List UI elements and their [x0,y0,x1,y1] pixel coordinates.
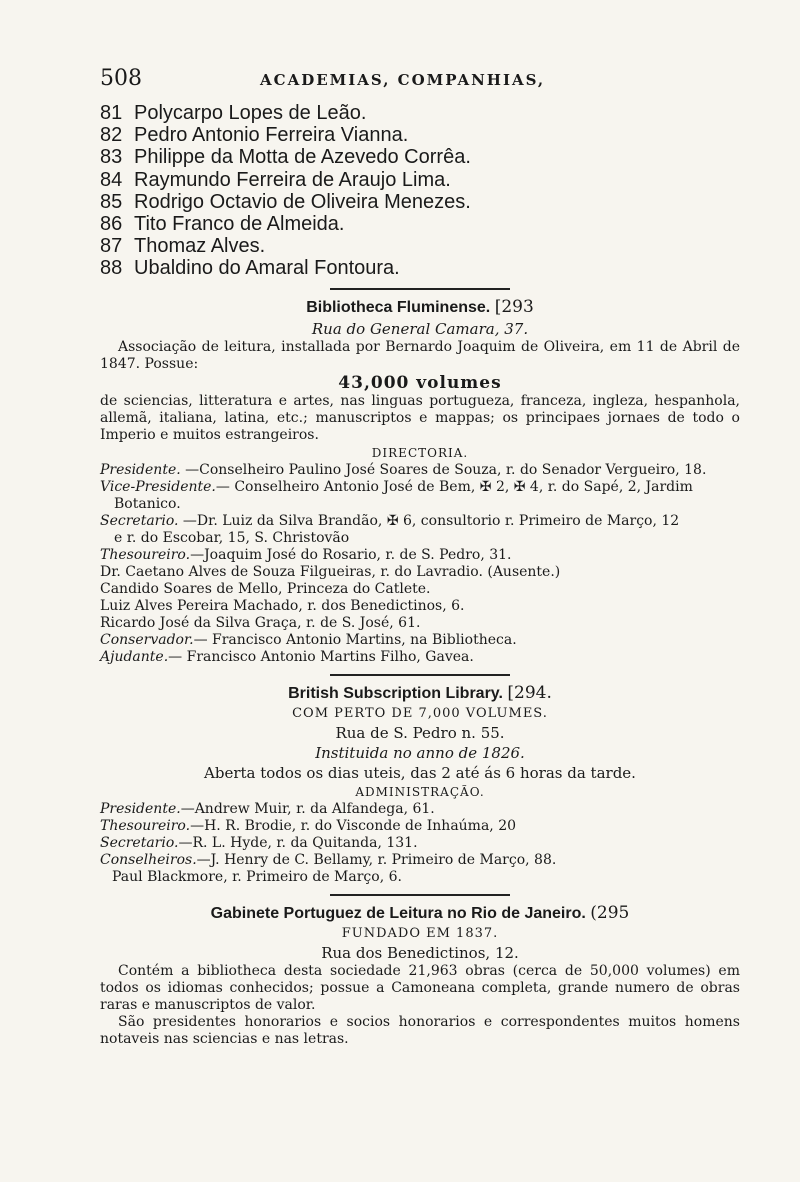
list-item: Ricardo José da Silva Graça, r. de S. José, 61. [100,614,421,631]
section-title: Gabinete Portuguez de Leitura no Rio de Janeiro. (295 [210,902,630,923]
section-intro: Associação de leitura, installada por Bernardo Joaquim de Oliveira, em 11 de Abril de 1847. Possue: [100,338,740,372]
section-divider [330,674,510,676]
page-header [100,66,740,102]
volumes-line: COM PERTO DE 7,000 VOLUMES. [292,705,548,721]
section-divider [330,894,510,896]
list-item: Candido Soares de Mello, Princeza do Catlete. [100,580,431,597]
list-item: 88 Ubaldino do Amaral Fontoura. [100,257,400,280]
list-item: Presidente.—Andrew Muir, r. da Alfandega, 61. [100,800,435,817]
list-item: 81 Polycarpo Lopes de Leão. [100,102,367,124]
founded-line: FUNDADO EM 1837. [341,925,499,941]
list-item: Dr. Caetano Alves de Souza Filgueiras, r. do Lavradio. (Ausente.) [100,563,561,580]
section-gabinete-portuguez [100,902,740,1048]
list-item: Presidente. —Conselheiro Paulino José Soares de Souza, r. do Senador Vergueiro, 18. [100,461,707,478]
section-description: de sciencias, litteratura e artes, nas linguas portugueza, franceza, ingleza, hespanhola, allemã, italiana, latina, etc.; manuscriptos e mappas; os principaes jornaes de todo o Imperio e muitos estrangeiros. [100,392,740,443]
list-item: Vice-Presidente.— Conselheiro Antonio José de Bem, ✠ 2, ✠ 4, r. do Sapé, 2, Jardim Botanico. [100,478,693,512]
list-item: 83 Philippe da Motta de Azevedo Corrêa. [100,146,471,169]
list-item: Conservador.— Francisco Antonio Martins, na Bibliotheca. [100,631,517,648]
list-item: Paul Blackmore, r. Primeiro de Março, 6. [112,868,402,885]
founded-line: Instituida no anno de 1826. [315,743,525,762]
member-list [100,102,740,280]
list-item: 86 Tito Franco de Almeida. [100,213,345,236]
paragraph: São presidentes honorarios e socios honorarios e correspondentes muitos homens notaveis nas sciencias e nas letras. [100,1013,740,1047]
page-number: 508 [100,66,142,91]
section-title: British Subscription Library. [294. [288,682,552,703]
page [100,66,740,1048]
list-item: 84 Raymundo Ferreira de Araujo Lima. [100,168,451,191]
opening-hours: Aberta todos os dias uteis, das 2 até ás 6 horas da tarde. [204,763,636,782]
list-item: 87 Thomaz Alves. [100,235,266,258]
list-item: 85 Rodrigo Octavio de Oliveira Menezes. [100,190,471,213]
list-item: Ajudante.— Francisco Antonio Martins Filho, Gavea. [100,648,474,665]
directoria-label: DIRECTORIA. [371,445,469,460]
section-bibliotheca-fluminense [100,296,740,666]
list-item: Secretario.—R. L. Hyde, r. da Quitanda, 131. [100,834,418,851]
list-item: Thesoureiro.—H. R. Brodie, r. do Visconde de Inhaúma, 20 [100,817,517,834]
paragraph: Contém a bibliotheca desta sociedade 21,963 obras (cerca de 50,000 volumes) em todos os idiomas conhecidos; possue a Camoneana completa, grande numero de obras raras e manuscriptos de valor. [100,962,740,1013]
officer-list [100,801,740,886]
officer-list [100,462,740,666]
section-address: Rua de S. Pedro n. 55. [335,723,505,742]
list-item: Conselheiros.—J. Henry de C. Bellamy, r. Primeiro de Março, 88. [100,851,557,868]
section-divider [330,288,510,290]
admin-label: ADMINISTRAÇÃO. [355,784,485,799]
list-item: Luiz Alves Pereira Machado, r. dos Benedictinos, 6. [100,597,465,614]
volumes-count: 43,000 volumes [338,372,502,393]
list-item: 82 Pedro Antonio Ferreira Vianna. [100,124,409,147]
section-address: Rua dos Benedictinos, 12. [321,943,519,962]
list-item: Thesoureiro.—Joaquim José do Rosario, r. de S. Pedro, 31. [100,546,512,563]
running-title: ACADEMIAS, COMPANHIAS, [260,71,546,89]
list-item: Secretario. —Dr. Luiz da Silva Brandão, ✠ 6, consultorio r. Primeiro de Março, 12 e r. do Escobar, 15, S. Christovão [100,512,680,546]
section-address: Rua do General Camara, 37. [311,319,529,338]
section-british-subscription-library [100,682,740,886]
section-title: Bibliotheca Fluminense. [293 [306,296,534,317]
